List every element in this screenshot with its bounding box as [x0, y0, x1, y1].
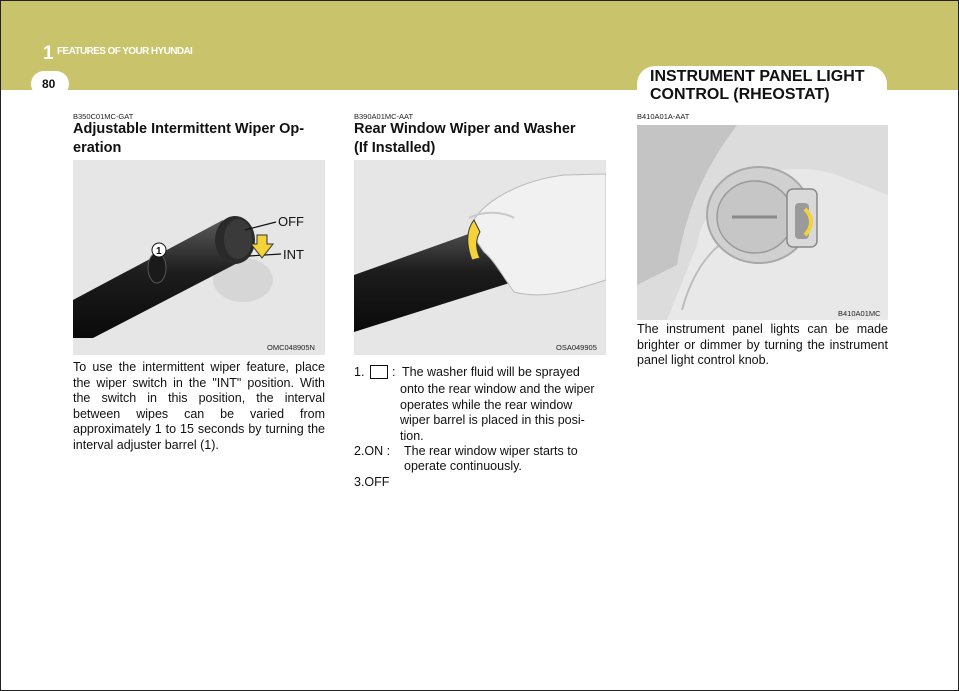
rear-washer-icon: [370, 365, 388, 379]
item2-prefix: 2.ON :: [354, 444, 391, 458]
item2-line1: The rear window wiper starts to: [404, 444, 578, 458]
left-heading-line2: eration: [73, 140, 122, 156]
chapter-title: FEATURES OF YOUR HYUNDAI: [57, 46, 193, 57]
right-section-code: B410A01A-AAT: [637, 112, 690, 121]
item1-line5: tion.: [400, 429, 424, 443]
rear-wiper-drawing: [354, 160, 606, 355]
left-image-caption: OMC048905N: [267, 343, 315, 352]
callout-number-1: 1: [156, 246, 162, 257]
item1-line1: The washer fluid will be sprayed: [402, 365, 580, 379]
middle-heading: [354, 120, 609, 158]
middle-section-code: B390A01MC-AAT: [354, 112, 414, 121]
left-heading-line1: Adjustable Intermittent Wiper Op-: [73, 121, 305, 137]
middle-image-caption: OSA049905: [556, 343, 597, 352]
rear-wiper-illustration: [354, 160, 606, 355]
rheostat-drawing: [637, 125, 888, 320]
item2-line2: operate continuously.: [404, 459, 522, 473]
item1-prefix: 1.: [354, 365, 365, 379]
middle-heading-line2: (If Installed): [354, 140, 436, 156]
wiper-switch-drawing: [73, 160, 325, 355]
page-number: 80: [42, 77, 56, 91]
callout-int-label: INT: [283, 247, 304, 262]
middle-heading-line1: Rear Window Wiper and Washer: [354, 121, 576, 137]
wiper-switch-illustration: [73, 160, 325, 355]
right-image-caption: B410A01MC: [838, 309, 881, 318]
section-title-line2: CONTROL (RHEOSTAT): [650, 86, 830, 103]
left-section-code: B350C01MC-GAT: [73, 112, 134, 121]
item3: 3.OFF: [354, 475, 390, 489]
item1-line3: operates while the rear window: [400, 398, 573, 412]
left-body-text: To use the intermittent wiper feature, place the wiper switch in the "INT" position. With the switch in this position, the interval between wipes can be varied from approximately 1 to 15 seconds by turning the interval adjuster barrel (1).: [73, 360, 325, 452]
section-title: [650, 68, 890, 104]
callout-off-label: OFF: [278, 214, 304, 229]
item1-line4: wiper barrel is placed in this posi-: [400, 413, 585, 427]
section-title-line1: INSTRUMENT PANEL LIGHT: [650, 68, 865, 85]
right-body-text: The instrument panel lights can be made brighter or dimmer by turning the instrument panel light control knob.: [637, 322, 888, 367]
chapter-number: 1: [43, 43, 54, 64]
item1-line2: onto the rear window and the wiper: [400, 382, 595, 396]
rheostat-illustration: [637, 125, 888, 320]
left-heading: [73, 120, 325, 158]
item1-colon: :: [392, 365, 396, 379]
